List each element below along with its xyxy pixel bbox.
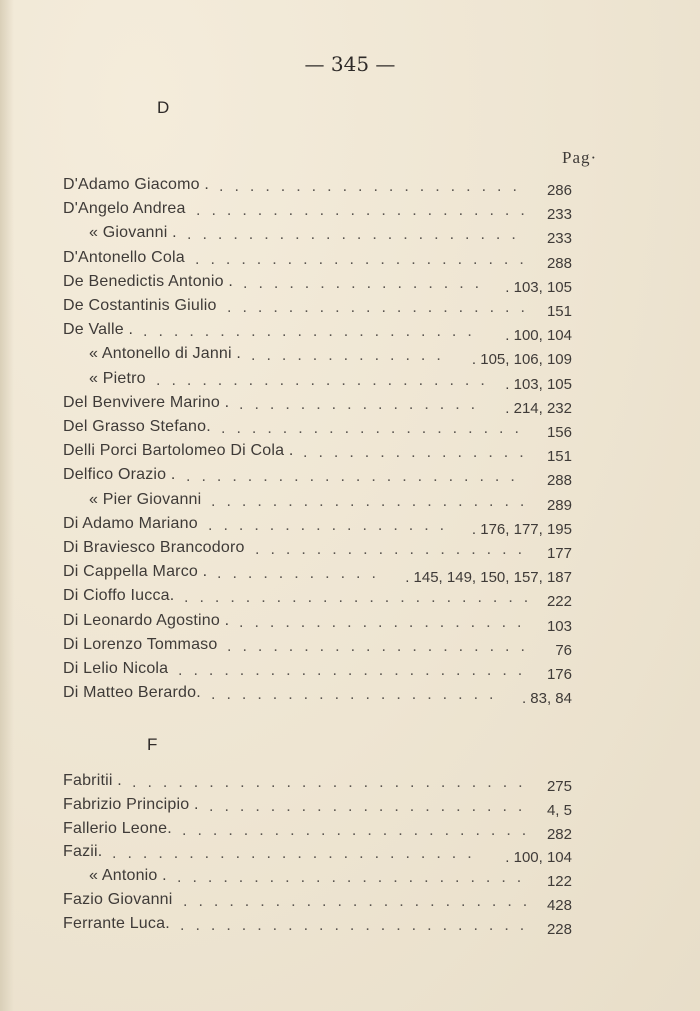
leader-dots: ...................... <box>143 323 483 341</box>
index-entry <box>0 563 700 587</box>
entry-pages: 282 <box>546 825 572 843</box>
leader-dots: ....................... <box>177 869 533 887</box>
index-entry <box>0 772 700 796</box>
leader-dots: ...................... <box>195 250 535 268</box>
entry-name: De Costantinis Giulio <box>63 297 217 314</box>
leader-dots: ........... <box>217 565 387 583</box>
entry-name: Fabritii . <box>63 772 122 789</box>
leader-dots: ....................... <box>178 662 534 679</box>
entry-name: « Giovanni . <box>89 224 177 242</box>
leader-dots: ............. <box>251 347 452 365</box>
index-entry <box>0 249 700 273</box>
entry-name: Di Matteo Berardo. <box>63 684 201 702</box>
leader-dots: ....................... <box>182 821 538 839</box>
index-entry <box>0 915 700 939</box>
entry-pages: . 103, 105 <box>505 278 572 296</box>
section-letter-f: F <box>147 735 158 754</box>
index-entry <box>0 176 700 200</box>
entry-pages: . 176, 177, 195 <box>471 520 572 538</box>
leader-dots: .......................... <box>132 774 534 791</box>
index-entry <box>0 843 700 867</box>
entry-pages: 286 <box>546 182 572 199</box>
entry-name: Fazio Giovanni <box>63 891 173 908</box>
page-number-header: — 345 — <box>304 52 396 76</box>
leader-dots: .................... <box>221 420 530 437</box>
entry-name: Fazii. <box>63 843 103 861</box>
leader-dots: .................... <box>227 299 536 316</box>
index-entry <box>0 820 700 844</box>
index-entry <box>0 466 700 490</box>
entry-name: Fabrizio Principio . <box>63 795 199 813</box>
index-entry <box>0 891 700 915</box>
index-entry <box>0 370 700 394</box>
leader-dots: ...................... <box>196 202 536 220</box>
entry-name: « Pietro <box>89 369 146 387</box>
entry-pages: 176 <box>546 666 572 683</box>
leader-dots: ................ <box>243 274 491 292</box>
entry-pages: . 100, 104 <box>505 849 572 867</box>
entry-name: De Benedictis Antonio . <box>63 272 234 290</box>
index-entry <box>0 612 700 636</box>
entry-pages: . 145, 149, 150, 157, 187 <box>405 569 572 587</box>
entry-name: « Antonio . <box>89 867 167 885</box>
leader-dots: ................... <box>211 686 505 704</box>
entry-pages: . 105, 106, 109 <box>471 351 572 369</box>
entry-name: Del Benvivere Marino . <box>63 393 230 411</box>
entry-name: Fallerio Leone. <box>63 819 172 837</box>
leader-dots: ....................... <box>180 916 536 934</box>
leader-dots: ................ <box>239 395 487 413</box>
leader-dots: ..................... <box>209 797 534 815</box>
entry-name: « Pier Giovanni <box>89 490 202 508</box>
index-entry <box>0 684 700 708</box>
entry-pages: . 103, 105 <box>505 375 572 393</box>
entry-name: Di Braviesco Brancodoro <box>63 539 245 556</box>
leader-dots: ...................... <box>186 468 526 486</box>
index-entry <box>0 867 700 891</box>
entry-name: Di Cappella Marco . <box>63 563 208 581</box>
index-entry <box>0 224 700 248</box>
index-entry <box>0 660 700 684</box>
leader-dots: ........................ <box>112 845 483 863</box>
entry-pages: . 214, 232 <box>505 399 572 417</box>
entry-name: Ferrante Luca. <box>63 914 170 932</box>
leader-dots: ...................... <box>187 226 527 244</box>
entry-pages: . 83, 84 <box>521 690 572 708</box>
entry-name: « Antonello di Janni . <box>89 345 242 363</box>
index-entry <box>0 394 700 418</box>
leader-dots: ..................... <box>211 492 536 510</box>
leader-dots: ...................... <box>156 371 496 389</box>
index-entry <box>0 587 700 611</box>
leader-dots: ............... <box>303 444 535 462</box>
entry-pages: 76 <box>555 641 572 659</box>
leader-dots: .................. <box>255 541 534 558</box>
entry-pages: 4, 5 <box>546 801 572 819</box>
entry-pages: 228 <box>546 920 572 938</box>
entry-pages: 156 <box>546 424 572 441</box>
entry-name: Delli Porci Bartolomeo Di Cola . <box>63 442 294 460</box>
entry-pages: 233 <box>546 230 572 248</box>
leader-dots: .................... <box>219 178 528 195</box>
index-entry <box>0 491 700 515</box>
index-entry <box>0 539 700 563</box>
leader-dots: ................ <box>208 516 456 534</box>
entry-pages: 222 <box>546 593 572 611</box>
entry-name: De Valle . <box>63 321 134 339</box>
leader-dots: ....................... <box>183 893 539 910</box>
section-letter-d: D <box>157 98 170 117</box>
entry-pages: 288 <box>546 254 572 272</box>
entry-pages: 233 <box>546 206 572 224</box>
entry-name: D'Antonello Cola <box>63 248 185 266</box>
entry-name: Delfico Orazio . <box>63 466 176 484</box>
index-entry <box>0 418 700 442</box>
entry-pages: 289 <box>546 496 572 514</box>
entry-pages: 151 <box>546 448 572 466</box>
entry-name: Di Lelio Nicola <box>63 660 169 677</box>
entry-name: D'Angelo Andrea <box>63 200 186 218</box>
entry-name: Di Leonardo Agostino . <box>63 611 230 629</box>
entry-pages: 428 <box>546 897 572 914</box>
entry-pages: 103 <box>546 617 572 635</box>
entry-name: Del Grasso Stefano. <box>63 418 211 435</box>
entry-pages: . 100, 104 <box>505 327 572 345</box>
leader-dots: .................... <box>227 637 536 655</box>
entry-name: Di Adamo Mariano <box>63 514 198 532</box>
entry-pages: 275 <box>546 778 572 795</box>
entry-name: D'Adamo Giacomo . <box>63 176 210 193</box>
index-entry <box>0 321 700 345</box>
index-entry <box>0 345 700 369</box>
index-entry <box>0 200 700 224</box>
entry-pages: 151 <box>546 303 572 320</box>
index-entry <box>0 636 700 660</box>
index-entry <box>0 273 700 297</box>
entry-pages: 122 <box>546 873 572 891</box>
entry-pages: 288 <box>546 472 572 490</box>
index-entry <box>0 515 700 539</box>
leader-dots: ................... <box>239 613 533 631</box>
entry-pages: 177 <box>546 545 572 562</box>
entry-name: Di Lorenzo Tommaso <box>63 635 218 653</box>
entry-name: Di Cioffo Iucca. <box>63 587 175 605</box>
leader-dots: ....................... <box>184 589 540 607</box>
index-entry <box>0 796 700 820</box>
page-column-label: Pag· <box>562 148 598 167</box>
index-entry <box>0 442 700 466</box>
index-entry <box>0 297 700 321</box>
